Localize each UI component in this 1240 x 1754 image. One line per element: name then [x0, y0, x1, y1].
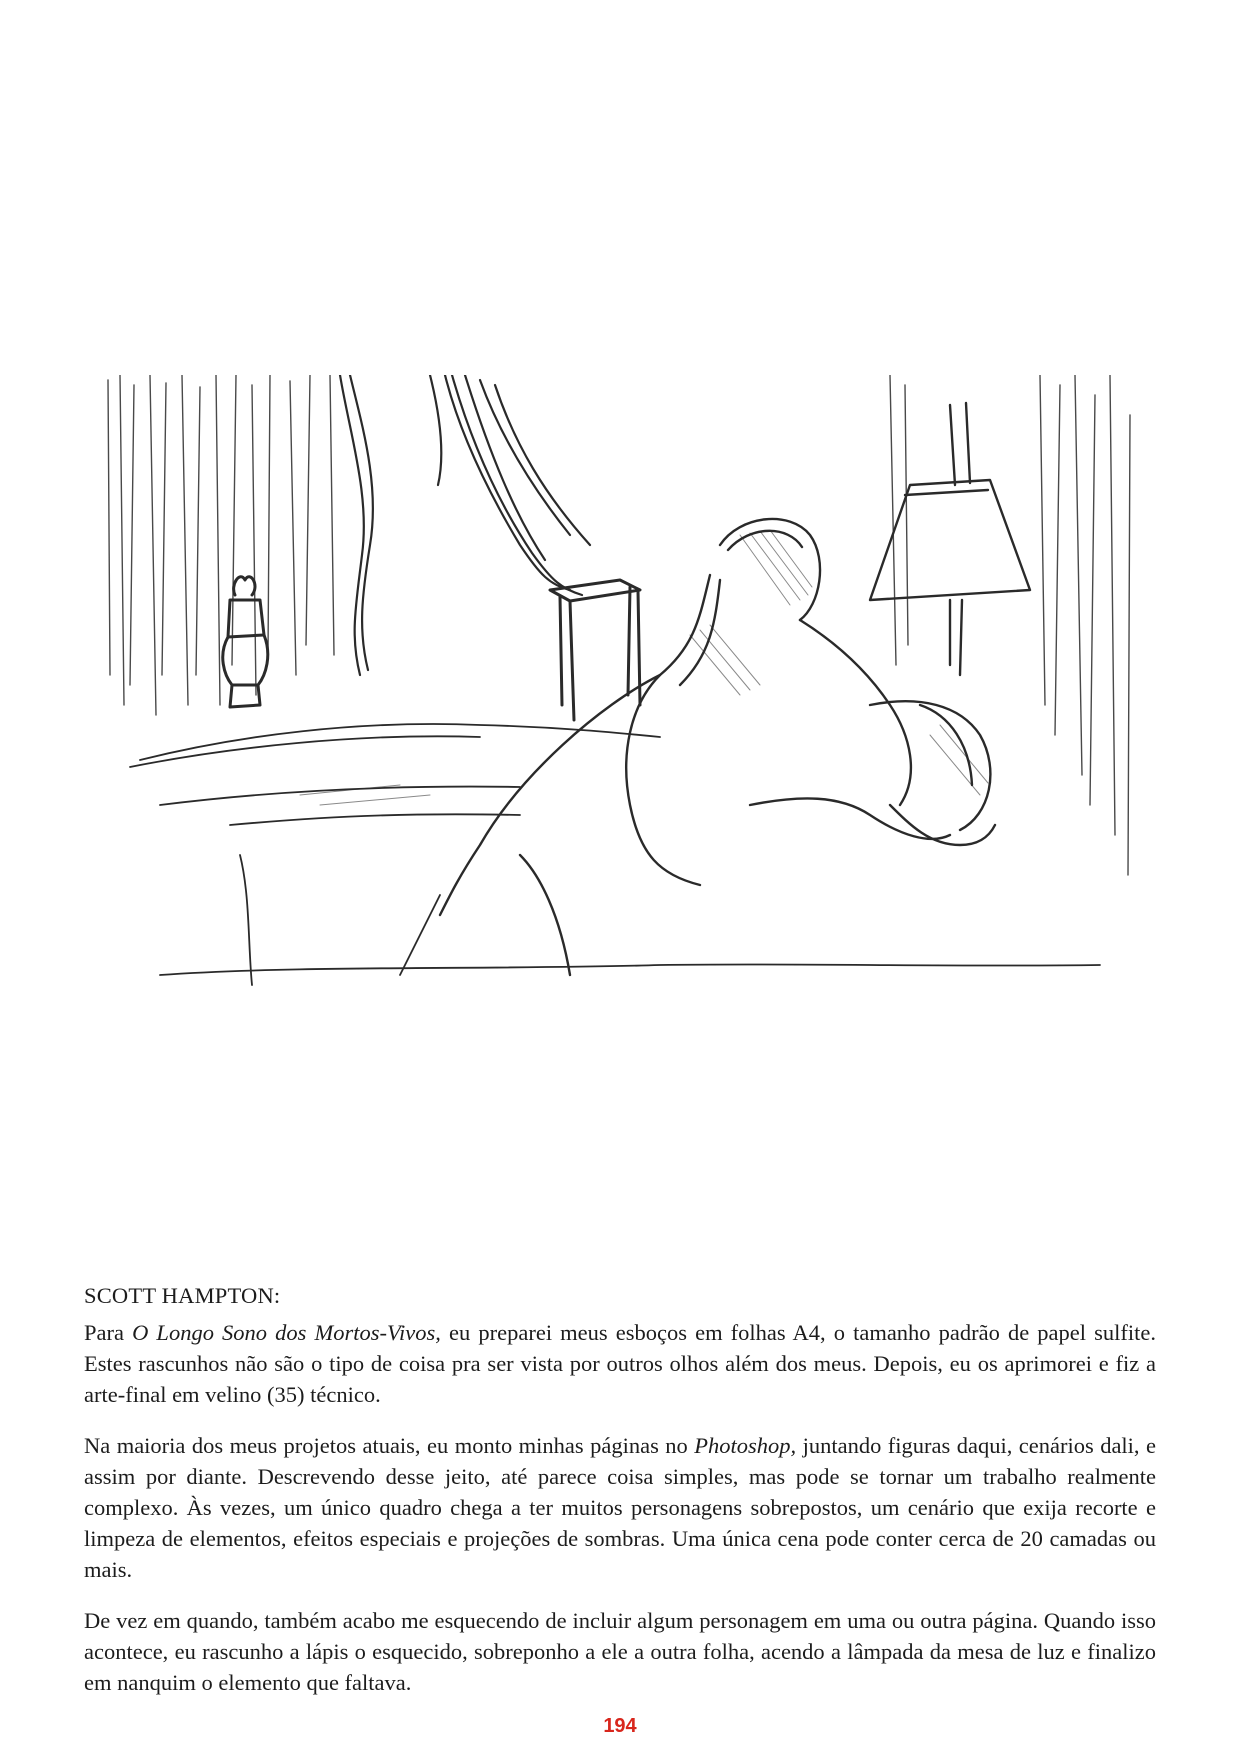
left-bedside-object — [223, 577, 268, 707]
paragraph-1 — [84, 1317, 1156, 1410]
paragraph-1-rest: eu preparei meus esboços em folhas A4, o tamanho padrão de papel sulfite. Estes rascunhos não são o tipo de coisa pra ser vista por outros olhos além dos meus. Depois, eu os aprimorei e fiz a arte-final em velino (35) técnico. — [84, 1320, 1156, 1407]
shading — [300, 530, 988, 805]
pencil-sketch-illustration — [100, 375, 1160, 1010]
paragraph-2 — [84, 1430, 1156, 1585]
paragraph-2-rest: juntando figuras daqui, cenários dali, e assim por diante. Descrevendo desse jeito, até parece coisa simples, mas pode se tornar um trabalho realmente complexo. Às vezes, um único quadro chega a ter muitos personagens sobrepostos, um cenário que exija recorte e limpeza de elementos, efeitos especiais e projeções de sombras. Uma única cena pode conter cerca de 20 camadas ou mais. — [84, 1433, 1156, 1582]
author-heading: SCOTT HAMPTON: — [84, 1283, 281, 1308]
paragraph-1-start: Para — [84, 1320, 133, 1345]
book-title: O Longo Sono dos Mortos-Vivos, — [132, 1320, 441, 1345]
left-curtain — [108, 375, 334, 715]
sketch-drawing — [100, 375, 1160, 1010]
paragraph-2-start: Na maioria dos meus projetos atuais, eu monto minhas páginas no — [84, 1433, 695, 1458]
right-curtain — [890, 375, 1130, 875]
article-text — [84, 1280, 1156, 1718]
window-curtain-drape — [340, 375, 590, 675]
side-table — [550, 580, 640, 720]
paragraph-3: De vez em quando, também acabo me esquecendo de incluir algum personagem em uma ou outra página. Quando isso acontece, eu rascunho a lápis o esquecido, sobreponho a ele a outra folha, acendo a lâmpada da mesa de luz e finalizo em nanquim o elemento que faltava. — [84, 1608, 1156, 1695]
bed — [130, 724, 1100, 985]
page-number: 194 — [603, 1715, 637, 1737]
figure-leaning-over-bed — [440, 519, 995, 975]
software-name: Photoshop, — [694, 1433, 797, 1458]
